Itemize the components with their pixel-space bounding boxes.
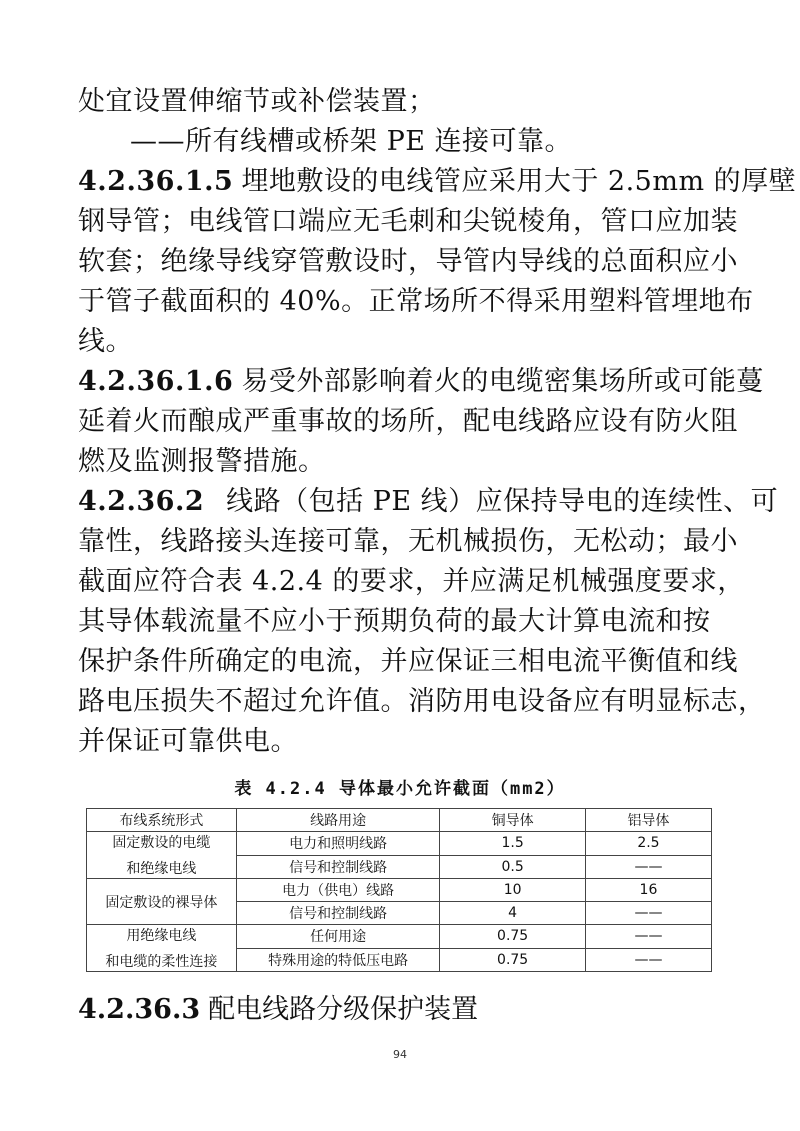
min-cross-section-table xyxy=(86,808,712,972)
copper-cell: 1.5 xyxy=(440,832,586,856)
text-line: 保护条件所确定的电流，并应保证三相电流平衡值和线 xyxy=(78,646,738,677)
table-row xyxy=(87,925,712,949)
aluminum-cell: —— xyxy=(585,855,711,879)
use-cell: 信号和控制线路 xyxy=(236,855,440,879)
table-caption: 表 4.2.4 导体最小允许截面（mm2） xyxy=(234,779,566,799)
text-line: 钢导管；电线管口端应无毛刺和尖锐棱角，管口应加装 xyxy=(78,206,738,237)
text-line: 线。 xyxy=(78,326,133,357)
text-line: 于管子截面积的 40%。正常场所不得采用塑料管埋地布 xyxy=(78,286,754,317)
use-cell: 电力和照明线路 xyxy=(236,832,440,856)
use-cell: 信号和控制线路 xyxy=(236,902,440,925)
text-line: 处宜设置伸缩节或补偿装置； xyxy=(78,86,436,117)
copper-cell: 0.75 xyxy=(440,925,586,949)
header-cell: 线路用途 xyxy=(236,809,440,832)
wiring-form-cell: 固定敷设的电缆 和绝缘电线 xyxy=(87,832,237,879)
clause-number: 4.2.36.2 xyxy=(78,486,205,517)
text-line: 路电压损失不超过允许值。消防用电设备应有明显标志， xyxy=(78,686,766,717)
text-line: 截面应符合表 4.2.4 的要求，并应满足机械强度要求， xyxy=(78,566,745,597)
clause-text: 易受外部影响着火的电缆密集场所或可能蔓 xyxy=(241,366,764,397)
aluminum-cell: —— xyxy=(585,902,711,925)
clause-4-2-36-2 xyxy=(78,482,779,522)
clause-number: 4.2.36.1.6 xyxy=(78,366,234,397)
use-cell: 电力（供电）线路 xyxy=(236,879,440,902)
header-cell: 布线系统形式 xyxy=(87,809,237,832)
aluminum-cell: 2.5 xyxy=(585,832,711,856)
header-cell: 铜导体 xyxy=(440,809,586,832)
wiring-form-cell: 用绝缘电线 和电缆的柔性连接 xyxy=(87,925,237,972)
clause-text: 埋地敷设的电线管应采用大于 2.5mm 的厚壁 xyxy=(241,166,797,197)
aluminum-cell: 16 xyxy=(585,879,711,902)
text-line: 其导体载流量不应小于预期负荷的最大计算电流和按 xyxy=(78,606,711,637)
section-title: 配电线路分级保护装置 xyxy=(208,994,479,1025)
text-line: 并保证可靠供电。 xyxy=(78,726,298,757)
section-heading-4-2-36-3 xyxy=(78,990,478,1030)
clause-4-2-36-1-6 xyxy=(78,362,764,402)
text-line: 延着火而酿成严重事故的场所，配电线路应设有防火阻 xyxy=(78,406,738,437)
copper-cell: 0.5 xyxy=(440,855,586,879)
page-number: 94 xyxy=(393,1048,407,1061)
aluminum-cell: —— xyxy=(585,925,711,949)
text-line: 软套；绝缘导线穿管敷设时，导管内导线的总面积应小 xyxy=(78,246,738,277)
copper-cell: 0.75 xyxy=(440,948,586,972)
clause-4-2-36-1-5 xyxy=(78,162,797,202)
copper-cell: 4 xyxy=(440,902,586,925)
use-cell: 任何用途 xyxy=(236,925,440,949)
table-row xyxy=(87,832,712,856)
text-line: 燃及监测报警措施。 xyxy=(78,446,326,477)
header-cell: 铝导体 xyxy=(585,809,711,832)
wiring-form-cell: 固定敷设的裸导体 xyxy=(87,879,237,925)
use-cell: 特殊用途的特低压电路 xyxy=(236,948,440,972)
table-row xyxy=(87,879,712,902)
clause-text: 线路（包括 PE 线）应保持导电的连续性、可 xyxy=(226,486,779,517)
aluminum-cell: —— xyxy=(585,948,711,972)
text-line: ——所有线槽或桥架 PE 连接可靠。 xyxy=(130,126,573,157)
clause-number: 4.2.36.1.5 xyxy=(78,166,234,197)
section-number: 4.2.36.3 xyxy=(78,994,201,1025)
text-line: 靠性，线路接头连接可靠，无机械损伤，无松动；最小 xyxy=(78,526,738,557)
table-header-row xyxy=(87,809,712,832)
copper-cell: 10 xyxy=(440,879,586,902)
